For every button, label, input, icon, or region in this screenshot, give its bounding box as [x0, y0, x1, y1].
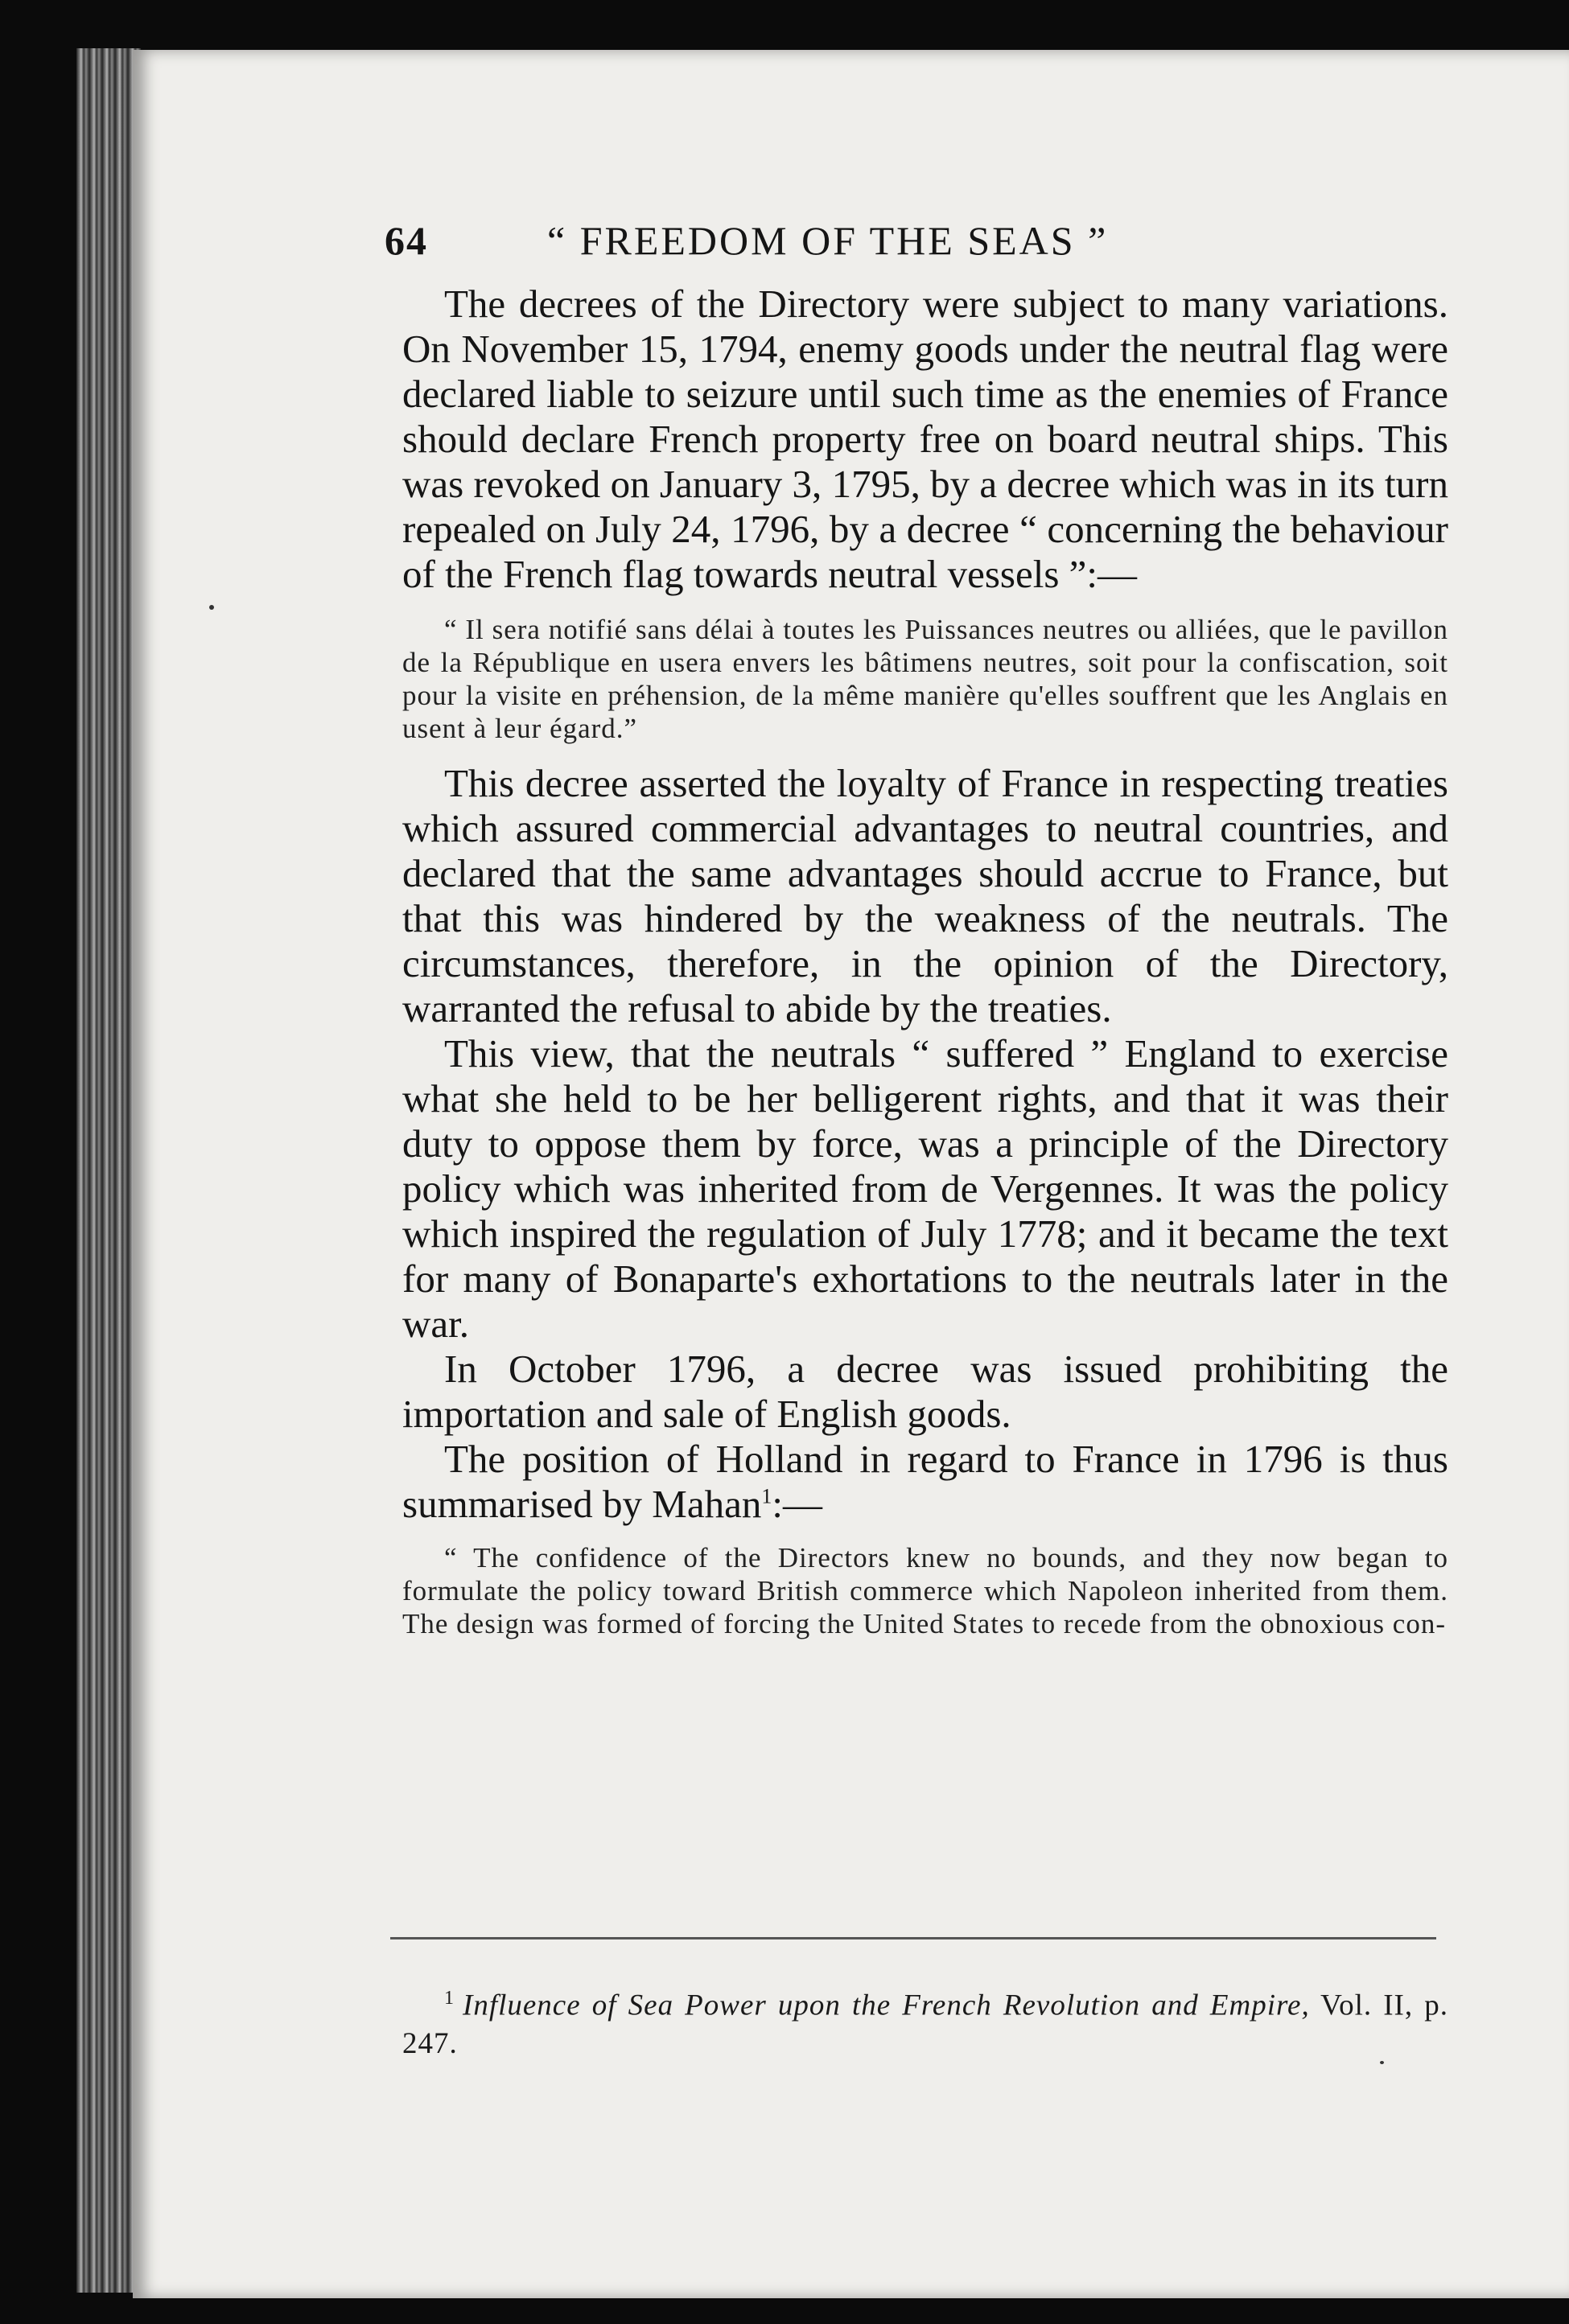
quote-mahan: “ The confidence of the Directors knew no bounds, and they now began to formulate the policy toward British commerce which Napoleon inherited from them. The design was formed of forcing the United States to recede from the obnoxious con- — [402, 1542, 1448, 1639]
footnote-mark: 1 — [444, 1988, 455, 2009]
paragraph-loyalty-of-france: This decree asserted the loyalty of France in respecting treaties which assured commercial advantages to neutral countries, and declared that the same advantages should accrue to France, but that this was hindered by the weakness of the neutrals. The circumstances, therefore, in the opinion of the Directory, warranted the refusal to abide by the treaties. — [402, 761, 1448, 1030]
running-head — [385, 217, 1448, 282]
book-binding-edge — [76, 48, 141, 2293]
paragraph-october-decree: In October 1796, a decree was issued prohibiting the importation and sale of English goods. — [402, 1347, 1448, 1436]
paragraph-neutrals-view: This view, that the neutrals “ suffered ” England to exercise what she held to be her belligerent rights, and that it was their duty to oppose them by force, was a principle of the Directory policy which was inherited from de Vergennes. It was the policy which inspired the regulation of July 1778; and it became the text for many of Bonaparte's exhortations to the neutrals later in the war. — [402, 1031, 1448, 1346]
page-text — [385, 217, 1448, 1656]
footnote-citation: Vol. II, p. 247. — [402, 1989, 1448, 2061]
paragraph-directory-decrees: The decrees of the Directory were subject to many variations. On November 15, 1794, enemy goods under the neutral flag were declared liable to seizure until such time as the enemies of France should declare French property free on board neutral ships. This was revoked on January 3, 1795, by a decree which was in its turn repealed on July 24, 1796, by a decree “ concerning the behaviour of the French flag towards neutral vessels ”:— — [402, 282, 1448, 596]
footnote-divider — [390, 1937, 1436, 1939]
footnote-title: Influence of Sea Power upon the French Revolution and Empire, — [463, 1989, 1310, 2022]
footnote-reference[interactable]: 1 — [761, 1484, 772, 1508]
scan-speck — [209, 605, 214, 610]
quote-french-decree: “ Il sera notifié sans délai à toutes les Puissances neutres ou alliées, que le pavillon de la République en usera envers les bâtimens neutres, soit pour la confiscation, soit pour la visite en préhension, de la même manière qu'elles souffrent que les Anglais en usent à leur égard.” — [402, 614, 1448, 744]
paragraph-holland-position — [402, 1437, 1448, 1527]
paragraph-holland-text: The position of Holland in regard to France in 1796 is thus summarised by Mahan — [402, 1437, 1448, 1526]
footnote — [402, 1979, 1448, 2063]
paragraph-holland-end: :— — [772, 1482, 822, 1526]
page-number: 64 — [385, 218, 428, 263]
running-title: “ FREEDOM OF THE SEAS ” — [547, 218, 1109, 263]
